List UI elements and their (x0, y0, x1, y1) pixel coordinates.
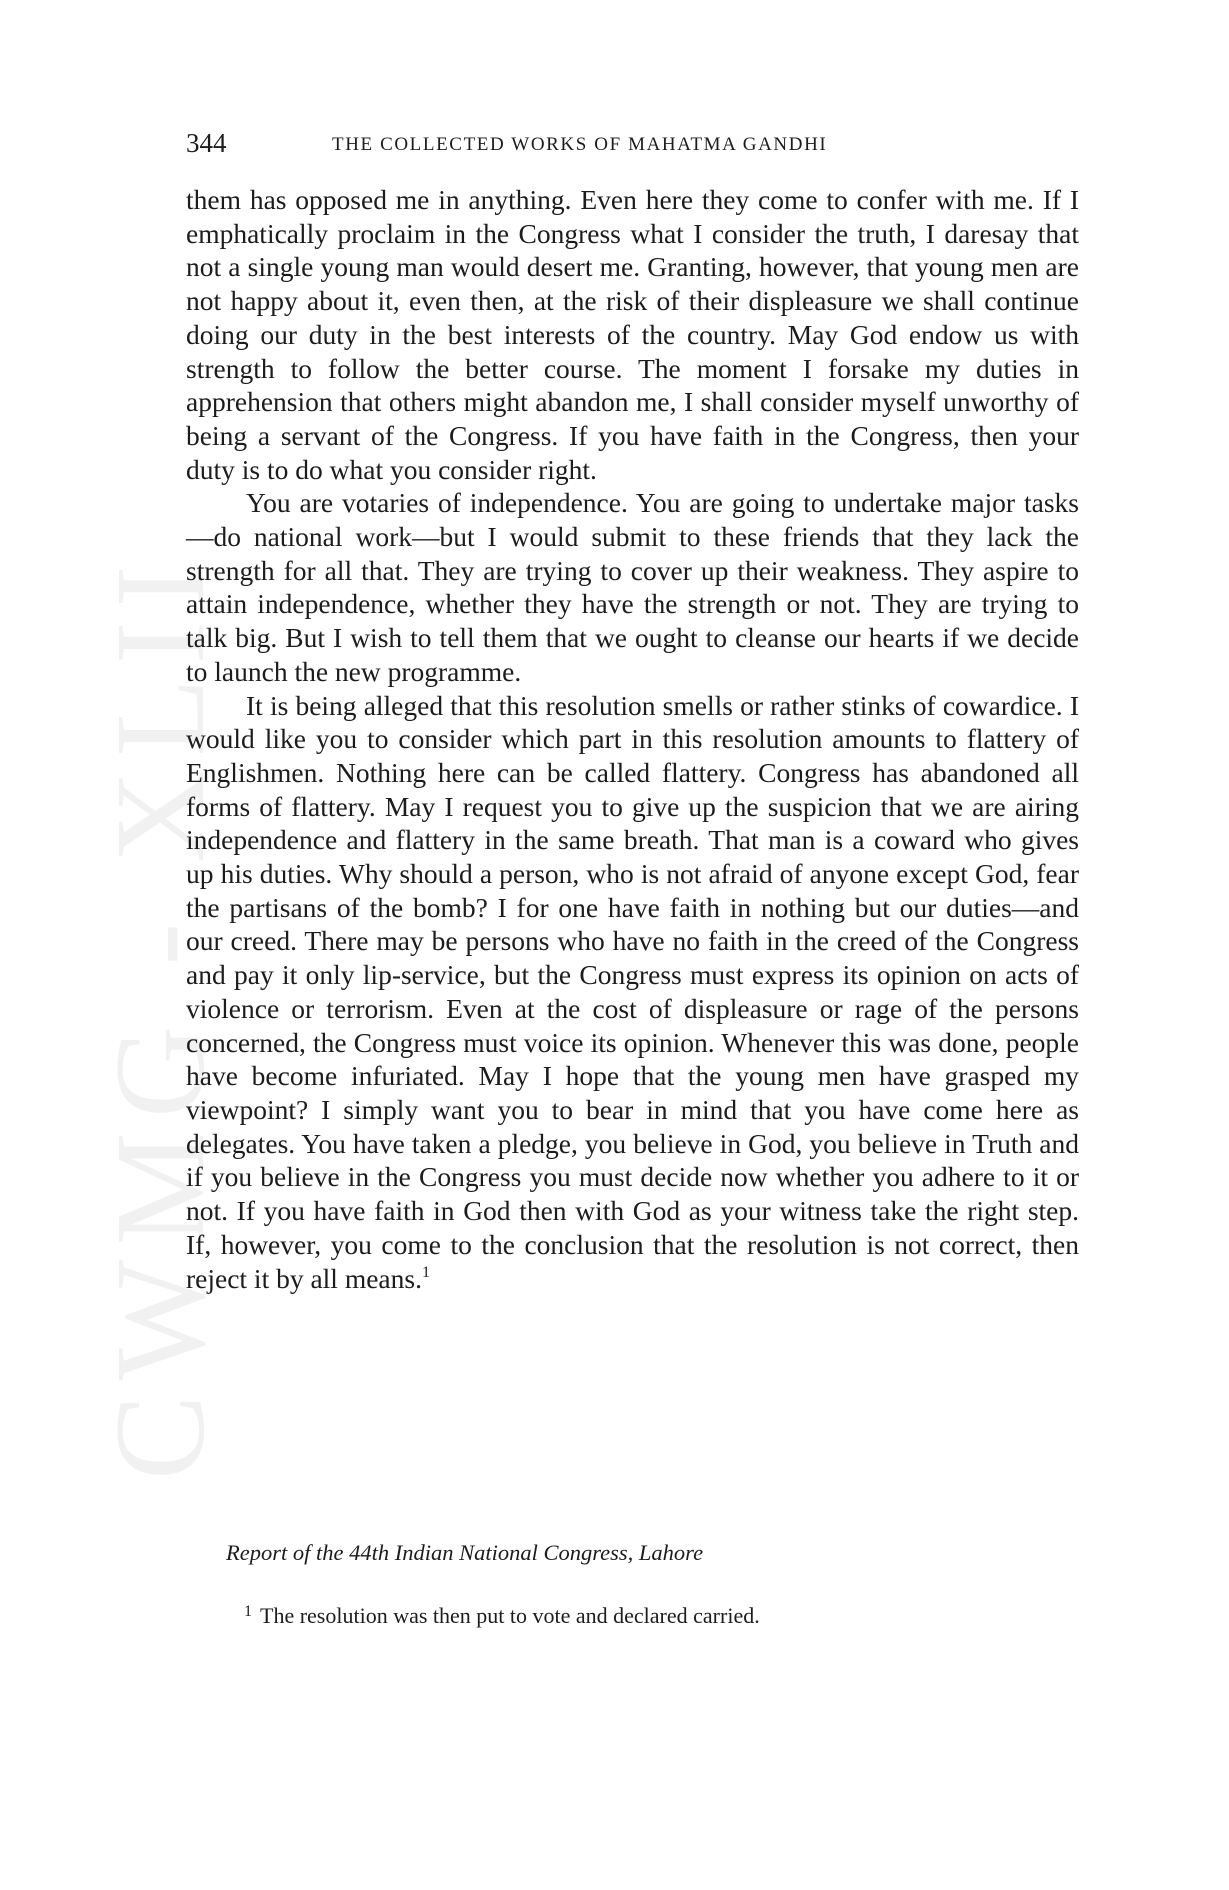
source-citation: Report of the 44th Indian National Congress, Lahore (226, 1540, 704, 1565)
running-head (186, 128, 1082, 168)
page-number: 344 (186, 128, 227, 158)
paragraph-1: them has opposed me in anything. Even here they come to confer with me. If I emphatically proclaim in the Congress what I consider the truth, I daresay that not a single young man would desert me. Granting, however, that young men are not happy about it, even then, at the risk of their displeasure we shall continue doing our duty in the best interests of the country. May God endow us with strength to follow the better course. The moment I forsake my duties in apprehension that others might abandon me, I shall consider myself unworthy of being a servant of the Congress. If you have faith in the Congress, then your duty is to do what you consider right. (186, 184, 1079, 485)
book-title: THE COLLECTED WORKS OF MAHATMA GANDHI (332, 134, 828, 155)
body-text (186, 183, 1079, 1295)
footnote-marker: 1 (244, 1603, 252, 1620)
footnote (244, 1603, 760, 1629)
paragraph-2: You are votaries of independence. You are going to undertake major tasks—do national work—but I would submit to these friends that they lack the strength for all that. They are trying to cover up their weakness. They aspire to attain independence, whether they have the strength or not. They are trying to talk big. But I wish to tell them that we ought to cleanse our hearts if we decide to launch the new programme. (186, 487, 1079, 687)
watermark-text: CWMG - XLII (88, 550, 231, 1480)
footnote-text: The resolution was then put to vote and declared carried. (260, 1603, 760, 1628)
footnote-reference: 1 (421, 1263, 430, 1281)
paragraph-3 (186, 689, 1079, 1296)
paragraph-3-text: It is being alleged that this resolution smells or rather stinks of cowardice. I would like you to consider which part in this resolution amounts to flattery of Englishmen. Nothing here can be called flattery. Congress has abandoned all forms of flattery. May I request you to give up the suspicion that we are airing independence and flattery in the same breath. That man is a coward who gives up his duties. Why should a person, who is not afraid of anyone except God, fear the partisans of the bomb? I for one have faith in nothing but our duties—and our creed. There may be persons who have no faith in the creed of the Congress and pay it only lip-service, but the Congress must express its opinion on acts of violence or terrorism. Even at the cost of displeasure or rage of the persons concerned, the Congress must voice its opinion. Whenever this was done, people have become infuriated. May I hope that the young men have grasped my viewpoint? I simply want you to bear in mind that you have come here as delegates. You have taken a pledge, you believe in God, you believe in Truth and if you believe in the Congress you must decide now whether you adhere to it or not. If you have faith in God then with God as your witness take the right step. If, however, you come to the conclusion that the resolution is not correct, then reject it by all means. (186, 689, 1079, 1294)
